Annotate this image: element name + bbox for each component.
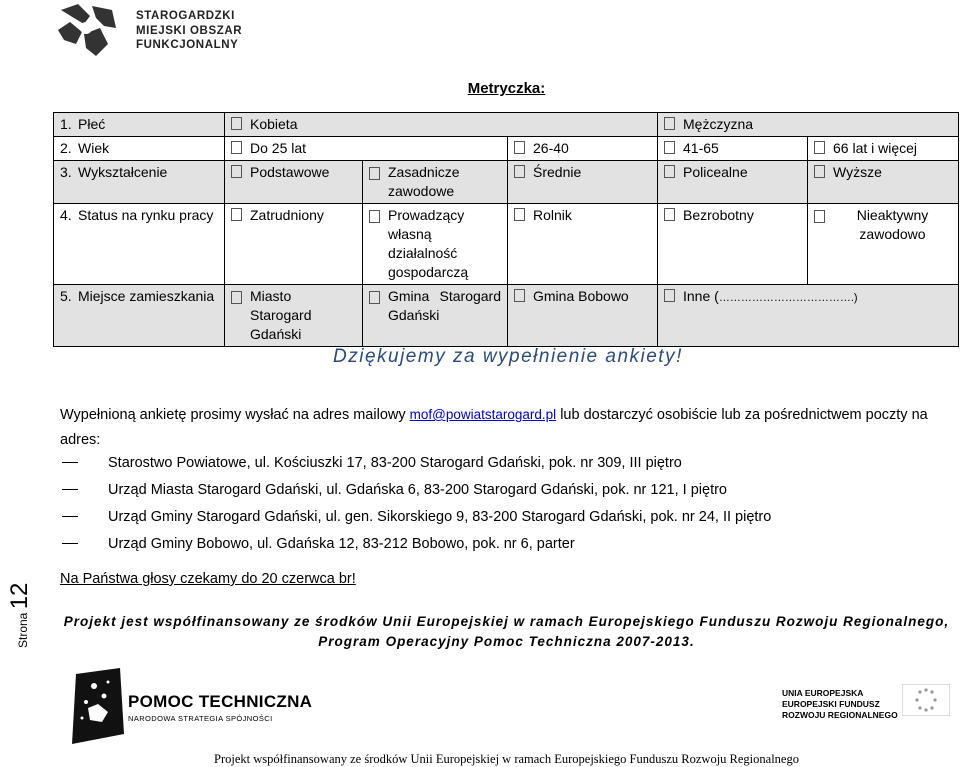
metrics-table	[53, 112, 959, 347]
other-fill-line[interactable]: ……………………………….)	[718, 292, 858, 304]
checkbox-icon[interactable]	[814, 210, 825, 223]
thanks-message: Dziękujemy za wypełnienie ankiety!	[333, 346, 683, 367]
option[interactable]: Zasadnicze zawodowe	[363, 161, 508, 204]
instructions-paragraph: Wypełnioną ankietę prosimy wysłać na adres mailowy mof@powiatstarogard.pl lub dostarczyć osobiście lub za pośrednictwem poczty na adres:	[60, 407, 928, 448]
logo-line: MIEJSKI OBSZAR	[136, 24, 243, 37]
smof-logo-text	[136, 9, 242, 53]
option[interactable]: Gmina Starogard Gdański	[363, 285, 508, 347]
row-number: 1.	[60, 116, 72, 132]
email-link[interactable]: mof@powiatstarogard.pl	[409, 407, 557, 422]
address-item: Starostwo Powiatowe, ul. Kościuszki 17, 83-200 Starogard Gdański, pok. nr 309, III piętro	[62, 455, 682, 471]
page-number: Strona 12	[6, 582, 33, 648]
dash-icon	[62, 462, 78, 463]
address-item: Urząd Gminy Bobowo, ul. Gdańska 12, 83-212 Bobowo, pok. nr 6, parter	[62, 536, 575, 552]
option[interactable]: Miasto Starogard Gdański	[225, 285, 363, 347]
option[interactable]: 41-65	[658, 137, 808, 161]
checkbox-icon[interactable]	[231, 291, 242, 304]
checkbox-icon[interactable]	[231, 165, 242, 178]
checkbox-icon[interactable]	[814, 165, 825, 178]
project-note: Projekt jest współfinansowany ze środków Unii Europejskiej w ramach Europejskiego Funduszu Rozwoju Regionalnego, Program Operacyjny Pomoc Techniczna 2007-2013.	[63, 614, 950, 649]
row-label: Miejsce zamieszkania	[78, 288, 215, 304]
checkbox-icon[interactable]	[369, 210, 380, 223]
checkbox-icon[interactable]	[369, 291, 380, 304]
option[interactable]: Nieaktywny zawodowo	[808, 204, 959, 285]
table-row	[54, 161, 959, 204]
checkbox-icon[interactable]	[664, 165, 675, 178]
option[interactable]: Średnie	[508, 161, 658, 204]
row-label: Wykształcenie	[78, 164, 168, 180]
deadline-note: Na Państwa głosy czekamy do 20 czerwca br!	[60, 571, 356, 587]
row-number: 5.	[60, 288, 72, 304]
eu-logo-text: UNIA EUROPEJSKA EUROPEJSKI FUNDUSZ ROZWOJU REGIONALNEGO	[782, 688, 898, 720]
table-row	[54, 285, 959, 347]
option[interactable]: Kobieta	[225, 113, 658, 137]
pt-subtitle: NARODOWA STRATEGIA SPÓJNOŚCI	[128, 714, 273, 723]
table-row	[54, 137, 959, 161]
option[interactable]: Policealne	[658, 161, 808, 204]
option[interactable]: Rolnik	[508, 204, 658, 285]
logo-line: STAROGARDZKI	[136, 10, 235, 22]
table-row	[54, 204, 959, 285]
checkbox-icon[interactable]	[664, 208, 675, 221]
option[interactable]: Prowadzący własną działalność gospodarczą	[363, 204, 508, 285]
row-label: Płeć	[78, 116, 106, 132]
logo-line: FUNKCJONALNY	[136, 39, 239, 51]
page-title: Metryczka:	[467, 80, 546, 97]
option[interactable]: 26-40	[508, 137, 658, 161]
option[interactable]: Gmina Bobowo	[508, 285, 658, 347]
option[interactable]: Wyższe	[808, 161, 959, 204]
row-label: Wiek	[78, 140, 110, 156]
option-other[interactable]: Inne (……………………………….)	[658, 285, 959, 347]
checkbox-icon[interactable]	[664, 141, 675, 154]
table-row	[54, 113, 959, 137]
pomoc-techniczna-logo	[68, 668, 328, 744]
pt-title: POMOC TECHNICZNA	[128, 692, 313, 711]
option[interactable]: Zatrudniony	[225, 204, 363, 285]
option[interactable]: Mężczyzna	[658, 113, 959, 137]
checkbox-icon[interactable]	[369, 167, 380, 180]
eu-flag-icon	[902, 684, 950, 716]
address-item: Urząd Miasta Starogard Gdański, ul. Gdańska 6, 83-200 Starogard Gdański, pok. nr 121, I piętro	[62, 482, 727, 498]
checkbox-icon[interactable]	[514, 289, 525, 302]
dash-icon	[62, 543, 78, 544]
checkbox-icon[interactable]	[514, 165, 525, 178]
row-number: 4.	[60, 207, 72, 223]
checkbox-icon[interactable]	[514, 208, 525, 221]
checkbox-icon[interactable]	[231, 117, 242, 130]
checkbox-icon[interactable]	[231, 141, 242, 154]
option[interactable]: 66 lat i więcej	[808, 137, 959, 161]
option[interactable]: Podstawowe	[225, 161, 363, 204]
option[interactable]: Bezrobotny	[658, 204, 808, 285]
pt-emblem-icon	[68, 668, 128, 744]
row-number: 2.	[60, 140, 72, 156]
checkbox-icon[interactable]	[231, 208, 242, 221]
dash-icon	[62, 489, 78, 490]
row-label: Status na rynku pracy	[78, 207, 214, 223]
checkbox-icon[interactable]	[664, 117, 675, 130]
footer-note: Projekt współfinansowany ze środków Unii Europejskiej w ramach Europejskiego Funduszu Rozwoju Regionalnego	[214, 752, 799, 766]
option[interactable]: Do 25 lat	[225, 137, 508, 161]
checkbox-icon[interactable]	[664, 289, 675, 302]
address-item: Urząd Gminy Starogard Gdański, ul. gen. Sikorskiego 9, 83-200 Starogard Gdański, pok. nr 24, II piętro	[62, 509, 771, 525]
row-number: 3.	[60, 164, 72, 180]
checkbox-icon[interactable]	[514, 141, 525, 154]
dash-icon	[62, 516, 78, 517]
checkbox-icon[interactable]	[814, 141, 825, 154]
